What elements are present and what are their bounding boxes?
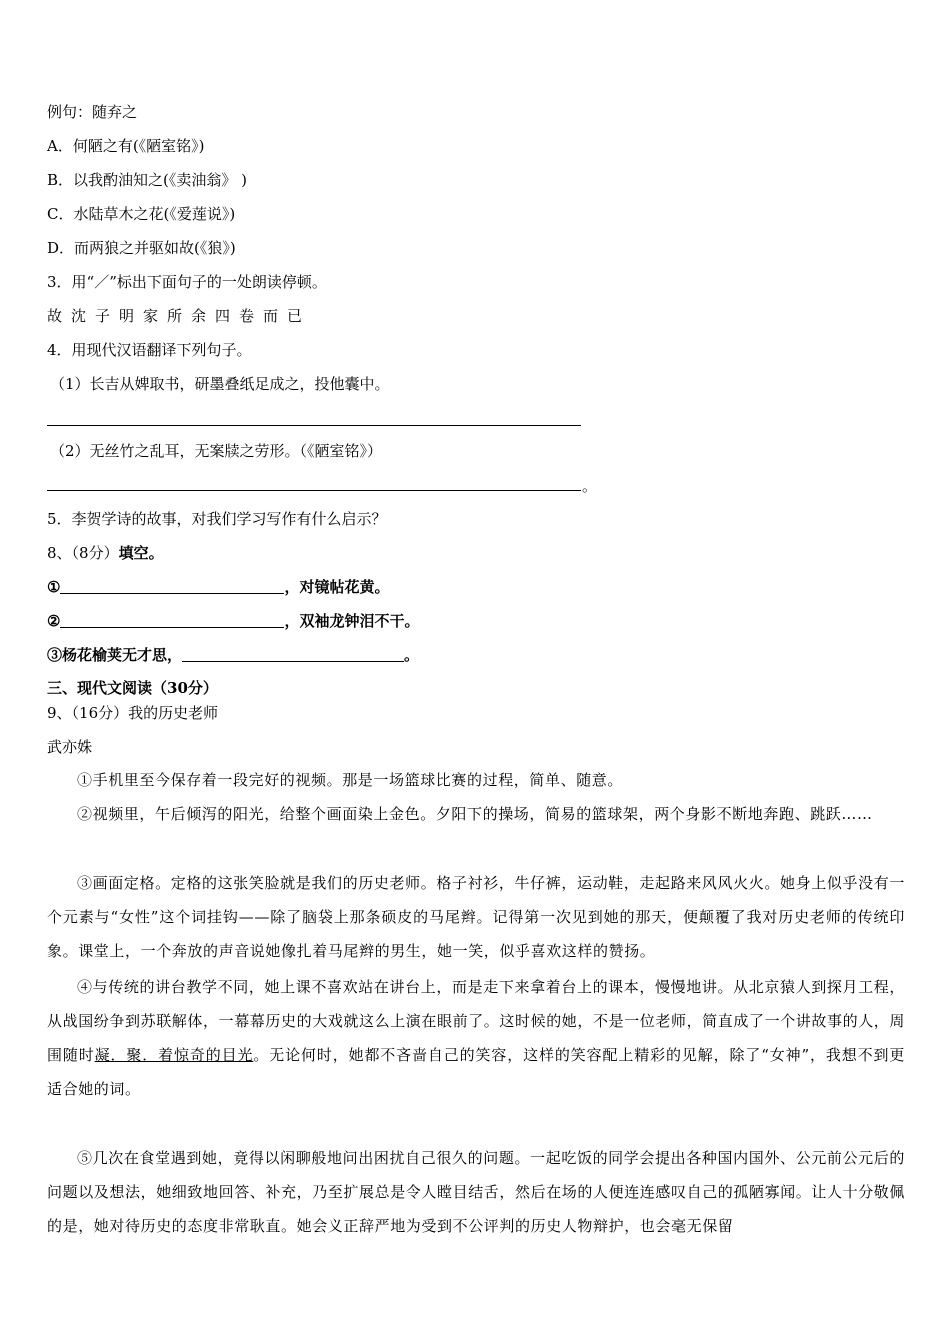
fill-in-1-text: ，对镜帖花黄。 [284, 578, 390, 596]
fill-in-2-number: ② [47, 612, 61, 630]
question-3: 3．用“／”标出下面句子的一处朗读停顿。 [47, 273, 327, 291]
fill-in-2-text: ，双袖龙钟泪不干。 [284, 612, 420, 630]
fill-in-1-number: ① [47, 578, 61, 596]
fill-in-3-blank[interactable] [182, 646, 404, 662]
fill-in-2 [47, 611, 419, 631]
fill-in-3-text: ③杨花榆荚无才思， [47, 646, 183, 664]
question-8 [47, 543, 164, 563]
question-5: 5．李贺学诗的故事，对我们学习写作有什么启示？ [47, 510, 387, 528]
paragraph-3: ③画面定格。定格的这张笑脸就是我们的历史老师。格子衬衫，牛仔裤，运动鞋，走起路来风风火火。她身上似乎没有一个元素与“女性”这个词挂钩——除了脑袋上那条硕皮的马尾辫。记得第一次见到她的那天，便颠覆了我对历史老师的传统印象。课堂上，一个奔放的声音说她像扎着马尾辫的男生，她一笑，似乎喜欢这样的赞扬。 [47, 874, 905, 960]
question-8-title: 填空。 [118, 544, 164, 562]
answer-line-4-2-end: 。 [582, 477, 598, 495]
paragraph-4: ④与传统的讲台教学不同，她上课不喜欢站在讲台上，而是走下来拿着台上的课本，慢慢地讲。从北京猿人到探月工程，从战国纷争到苏联解体，一幕幕历史的大戏就这么上演在眼前了。这时候的她，不是一位老师，简直成了一个讲故事的人，周围随时凝．聚．着惊奇的目光。无论何时，她都不吝啬自己的笑容，这样的笑容配上精彩的见解，除了“女神”，我想不到更适合她的词。 [47, 978, 906, 1098]
fill-in-2-blank[interactable] [60, 612, 284, 628]
question-3-sentence: 故沈子明家所余四卷而已 [47, 307, 312, 325]
section-3-heading: 三、现代文阅读（30分） [47, 679, 218, 697]
question-8-prefix: 8、（8分） [47, 544, 119, 562]
option-a: A．何陋之有(《陋室铭》) [47, 137, 205, 155]
question-4-1: （1）长吉从婢取书，研墨叠纸足成之，投他囊中。 [50, 375, 390, 393]
fill-in-3-end: 。 [404, 646, 420, 664]
answer-line-4-2[interactable] [47, 490, 581, 491]
paragraph-1: ①手机里至今保存着一段完好的视频。那是一场篮球比赛的过程，简单、随意。 [77, 771, 624, 789]
paragraph-2: ②视频里，午后倾泻的阳光，给整个画面染上金色。夕阳下的操场，简易的篮球架，两个身影不断地奔跑、跳跃…… [77, 805, 873, 823]
question-4-2: （2）无丝竹之乱耳，无案牍之劳形。（《陋室铭》） [50, 442, 383, 460]
paragraph-5: ⑤几次在食堂遇到她，竟得以闲聊般地问出困扰自己很久的问题。一起吃饭的同学会提出各种国内国外、公元前公元后的问题以及想法，她细致地回答、补充，乃至扩展总是令人瞠目结舌，然后在场的人便连连感叹自己的孤陋寡闻。让人十分敬佩的是，她对待历史的态度非常耿直。她会义正辞严地为受到不公评判的历史人物辩护，也会毫无保留 [47, 1149, 906, 1235]
question-9-title: 9、（16分）我的历史老师 [47, 704, 219, 722]
fill-in-3 [47, 645, 419, 665]
fill-in-1 [47, 577, 389, 597]
option-c: C．水陆草木之花(《爱莲说》) [47, 205, 236, 223]
example-sentence: 例句：随弃之 [47, 103, 138, 121]
article-author: 武亦姝 [47, 738, 93, 756]
emphasized-phrase: 凝．聚．着惊奇的目光 [94, 1046, 254, 1064]
fill-in-1-blank[interactable] [60, 578, 284, 594]
question-4: 4．用现代汉语翻译下列句子。 [47, 341, 252, 359]
option-b: B．以我酌油知之(《卖油翁》 ) [47, 171, 247, 189]
answer-line-4-1[interactable] [47, 425, 581, 426]
option-d: D．而两狼之并驱如故(《狼》) [47, 239, 236, 257]
